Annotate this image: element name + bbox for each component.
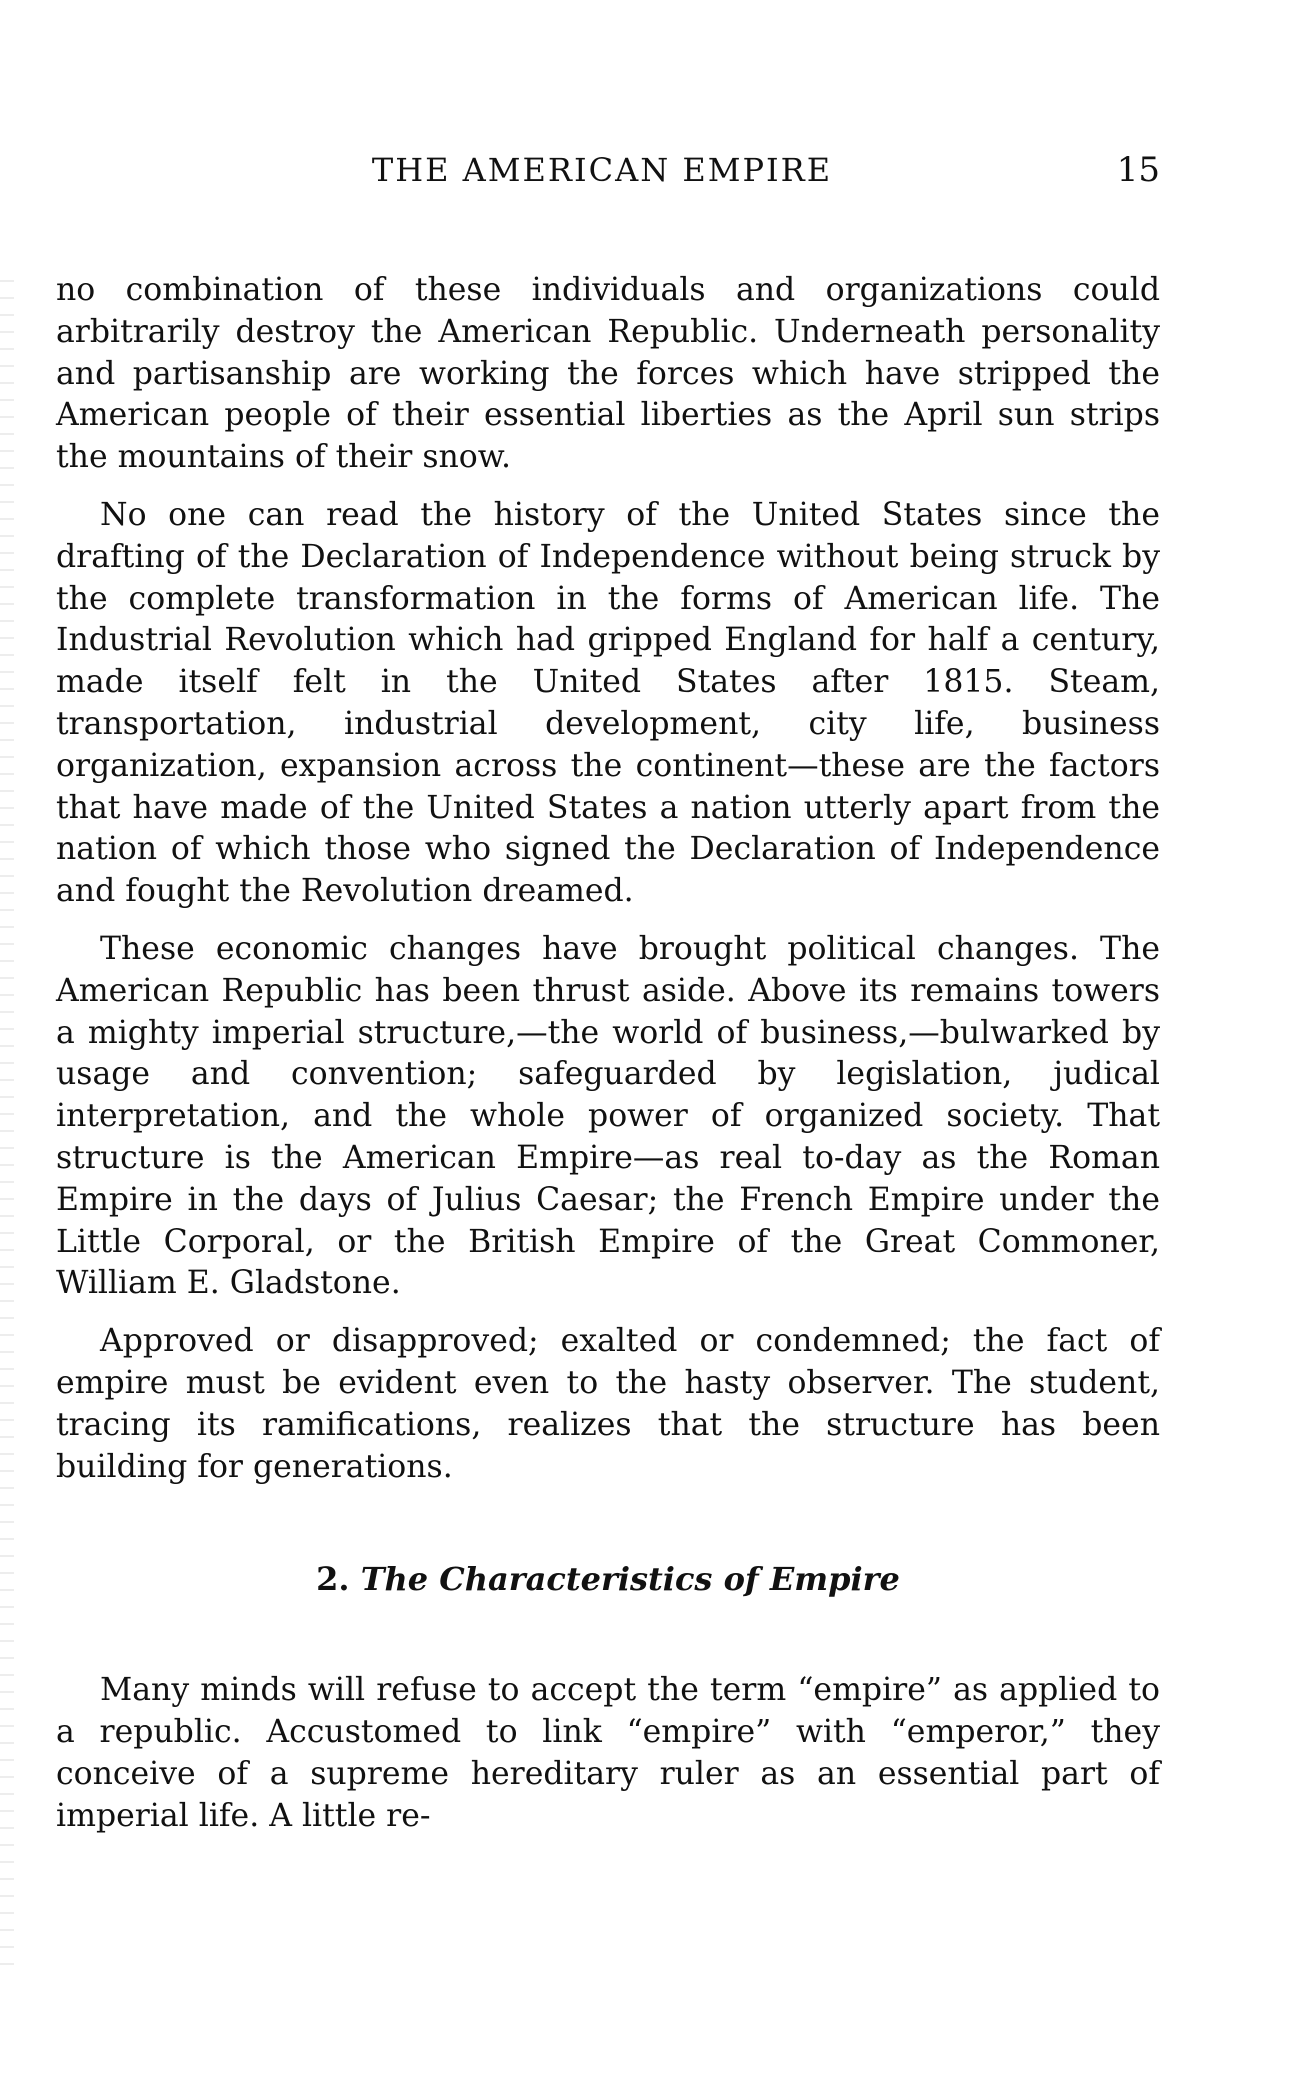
page-number: 15 — [1116, 150, 1160, 190]
paragraph: Approved or disapproved; exalted or condemned; the fact of empire must be evident even to the hasty observer. The student, tracing its ramifications, realizes that the structure has been building for generations. — [56, 1323, 1160, 1485]
paragraph: These economic changes have brought political changes. The American Republic has been thrust aside. Above its remains towers a mighty imperial structure,—the world of business,—bulwarked by usage and convention; safeguarded by legislation, judical interpretation, and the whole power of organized society. That structure is the American Empire—as real to-day as the Roman Empire in the days of Julius Caesar; the French Empire under the Little Corporal, or the British Empire of the Great Commoner, William E. Gladstone. — [56, 930, 1160, 1302]
section-heading — [56, 1558, 1160, 1600]
running-head — [56, 150, 1160, 190]
section-number: 2. — [316, 1560, 350, 1599]
paragraph-continued: no combination of these individuals and organizations could arbitrarily destroy the American Republic. Underneath personality and partisanship are working the forces which have stripped the American people of their essential liberties as the April sun strips the mountains of their snow. — [56, 272, 1160, 476]
section-title: The Characteristics of Empire — [360, 1560, 900, 1599]
running-title: THE AMERICAN EMPIRE — [371, 151, 833, 189]
body-text — [56, 270, 1160, 1854]
paragraph: Many minds will refuse to accept the term “empire” as applied to a republic. Accustomed to link “empire” with “emperor,” they conceive of a supreme hereditary ruler as an essential part of imperial life. A little re- — [56, 1672, 1160, 1834]
scan-gutter-edge — [0, 280, 14, 1980]
paragraph: No one can read the history of the United States since the drafting of the Declaration of Independence without being struck by the complete transformation in the forms of American life. The Industrial Revolution which had gripped England for half a century, made itself felt in the United States after 1815. Steam, transportation, industrial development, city life, business organization, expansion across the continent—these are the factors that have made of the United States a nation utterly apart from the nation of which those who signed the Declaration of Independence and fought the Revolution dreamed. — [56, 496, 1160, 910]
